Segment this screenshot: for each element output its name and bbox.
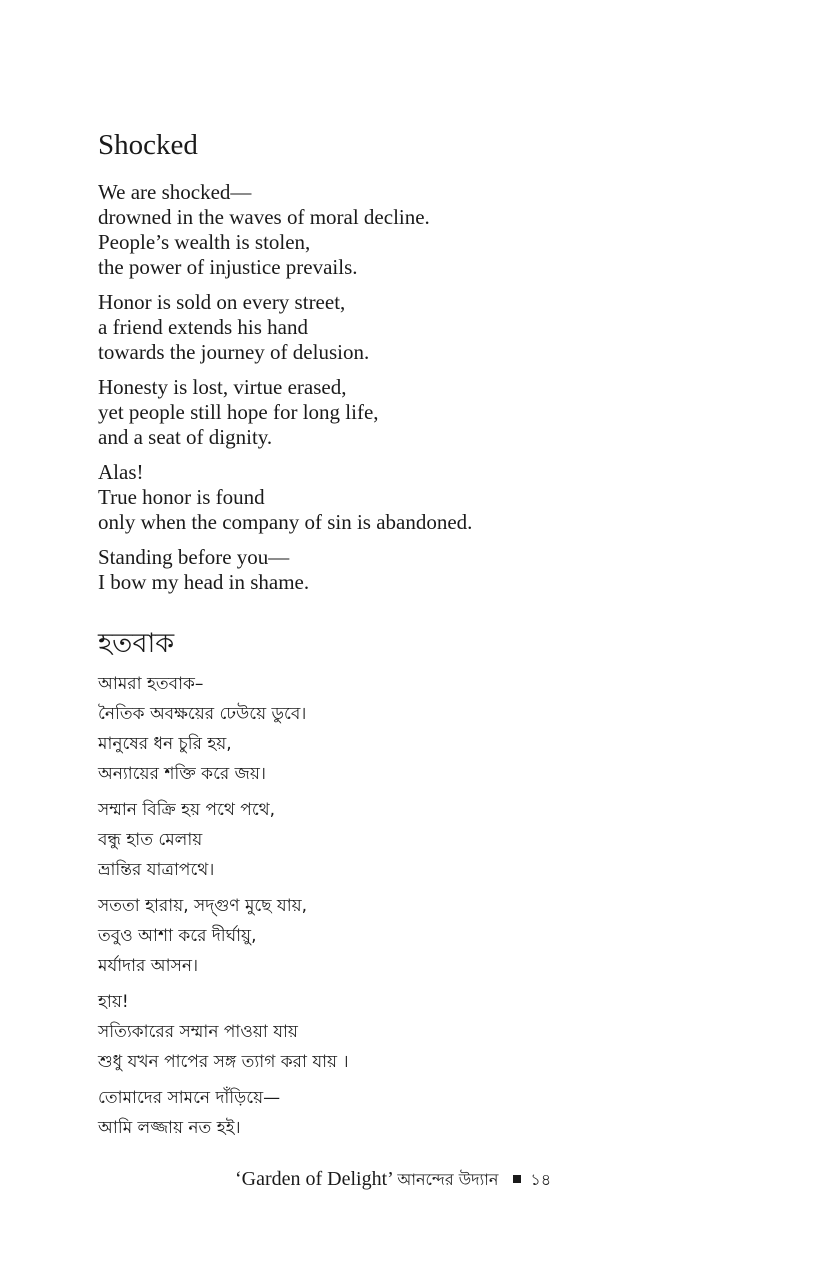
poem-line: সততা হারায়, সদ্গুণ মুছে যায়, <box>98 896 308 916</box>
page-number: ১৪ <box>530 1170 552 1189</box>
poem-line: the power of injustice prevails. <box>98 255 358 279</box>
stanza-bengali-3 <box>98 891 738 981</box>
poem-line: a friend extends his hand <box>98 315 308 339</box>
stanza-bengali-5 <box>98 1083 738 1143</box>
stanza-bengali-1 <box>98 669 738 789</box>
poem-page <box>98 126 738 1149</box>
poem-line: সত্যিকারের সম্মান পাওয়া যায় <box>98 1022 298 1042</box>
poem-line: আমরা হতবাক– <box>98 674 204 694</box>
poem-line: only when the company of sin is abandoned. <box>98 510 473 534</box>
poem-line: নৈতিক অবক্ষয়ের ঢেউয়ে ডুবে। <box>98 704 307 724</box>
poem-title-english: Shocked <box>98 129 198 161</box>
book-title-bengali: আনন্দের উদ্যান <box>397 1170 499 1189</box>
poem-line: শুধু যখন পাপের সঙ্গ ত্যাগ করা যায় । <box>98 1052 349 1072</box>
poem-line: ভ্রান্তির যাত্রাপথে। <box>98 860 215 880</box>
book-title-english: ‘Garden of Delight’ <box>235 1168 393 1190</box>
stanza-english-5 <box>98 545 738 595</box>
poem-line: Standing before you— <box>98 545 290 569</box>
poem-line: আমি লজ্জায় নত হই। <box>98 1118 241 1138</box>
poem-line: towards the journey of delusion. <box>98 340 370 364</box>
poem-line: হায়! <box>98 992 129 1012</box>
stanza-bengali-2 <box>98 795 738 885</box>
poem-line: I bow my head in shame. <box>98 570 310 594</box>
poem-line: True honor is found <box>98 485 265 509</box>
stanza-english-2 <box>98 290 738 365</box>
poem-title-bengali: হতবাক <box>98 628 175 659</box>
poem-line: and a seat of dignity. <box>98 425 273 449</box>
poem-line: তবুও আশা করে দীর্ঘায়ু, <box>98 926 257 946</box>
poem-line: অন্যায়ের শক্তি করে জয়। <box>98 764 266 784</box>
stanza-bengali-4 <box>98 987 738 1077</box>
poem-line: বন্ধু হাত মেলায় <box>98 830 203 850</box>
poem-line: সম্মান বিক্রি হয় পথে পথে, <box>98 800 276 820</box>
square-bullet-icon <box>513 1175 521 1183</box>
poem-line: Honesty is lost, virtue erased, <box>98 375 347 399</box>
stanza-english-4 <box>98 460 738 535</box>
poem-line: drowned in the waves of moral decline. <box>98 205 430 229</box>
poem-line: We are shocked— <box>98 180 252 204</box>
stanza-english-1 <box>98 180 738 280</box>
stanza-english-3 <box>98 375 738 450</box>
poem-line: মানুষের ধন চুরি হয়, <box>98 734 232 754</box>
poem-line: মর্যাদার আসন। <box>98 956 199 976</box>
poem-line: Alas! <box>98 460 144 484</box>
page-footer <box>235 1165 755 1194</box>
poem-line: তোমাদের সামনে দাঁড়িয়ে— <box>98 1088 281 1108</box>
poem-line: yet people still hope for long life, <box>98 400 379 424</box>
poem-line: People’s wealth is stolen, <box>98 230 311 254</box>
poem-line: Honor is sold on every street, <box>98 290 346 314</box>
